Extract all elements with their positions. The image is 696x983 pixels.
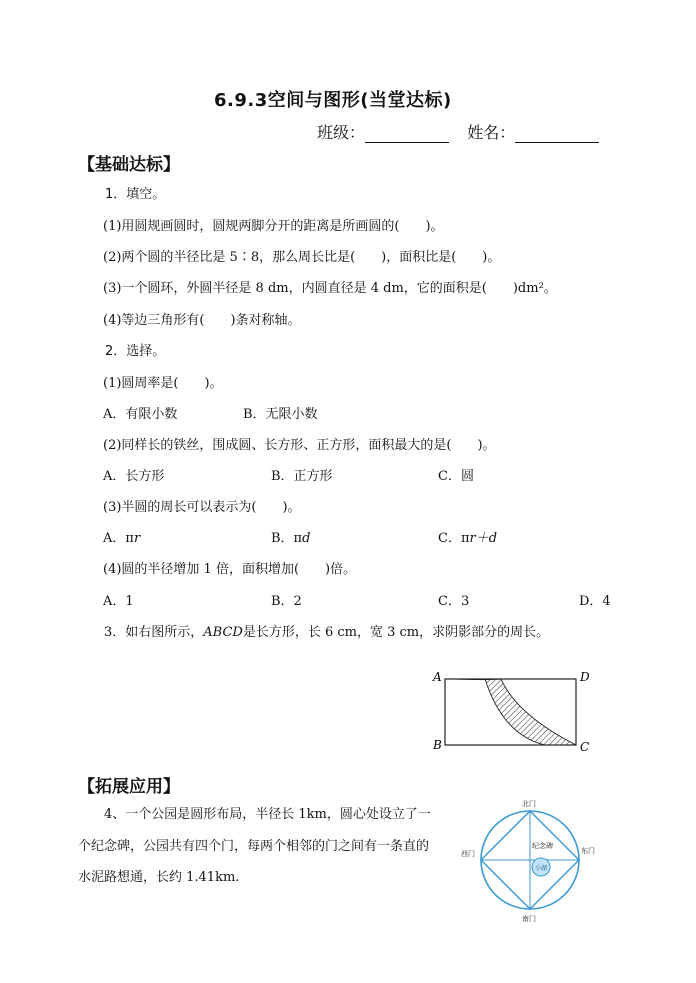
q2-sub4-option-b: B．2	[271, 594, 302, 609]
q4-line-3: 水泥路想通，长约 1.41km.	[78, 870, 240, 885]
q4-line-1: 4、一个公园是圆形布局，半径长 1km，圆心处设立了一	[104, 807, 431, 822]
q2-sub1-option-b: B．无限小数	[243, 407, 318, 422]
q2-sub4-option-d: D．4	[579, 594, 611, 609]
q2-sub3-option-c: C．πr＋d	[438, 531, 498, 546]
class-name-row	[317, 120, 599, 143]
class-label: 班级：	[317, 123, 366, 142]
q2-sub2-option-b: B．正方形	[271, 469, 333, 484]
q2-sub4-stem: (4)圆的半径增加 1 倍，面积增加( )倍。	[103, 562, 357, 577]
monument-label: 纪念碑	[532, 842, 553, 850]
name-blank[interactable]	[515, 126, 599, 143]
lake-label: 小湖	[535, 865, 548, 872]
q2-sub3-stem: (3)半圆的周长可以表示为( )。	[103, 500, 301, 515]
vertex-a: A	[433, 670, 442, 684]
q4-line-2: 个纪念碑，公园共有四个门，每两个相邻的门之间有一条直的	[78, 839, 430, 854]
north-gate-label: 北门	[522, 800, 536, 808]
q2-sub3-option-a: A．πr	[103, 531, 141, 546]
vertex-b: B	[433, 738, 442, 752]
q1-item-1: (1)用圆规画圆时，圆规两脚分开的距离是所画圆的( )。	[103, 219, 444, 234]
q1-label: 1．填空。	[105, 187, 166, 202]
q2-sub2-option-c: C．圆	[438, 469, 474, 484]
page-title: 6.9.3空间与图形(当堂达标)	[214, 90, 452, 111]
q2-sub3-option-b: B．πd	[271, 531, 311, 546]
q2-sub4-option-c: C．3	[438, 594, 470, 609]
q1-item-4: (4)等边三角形有( )条对称轴。	[103, 313, 301, 328]
name-label: 姓名：	[467, 123, 516, 142]
q2-sub2-stem: (2)同样长的铁丝，围成圆、长方形、正方形，面积最大的是( )。	[103, 438, 496, 453]
section-extension-heading: 【拓展应用】	[78, 777, 180, 797]
south-gate-label: 南门	[522, 915, 536, 923]
east-gate-label: 东门	[581, 847, 595, 855]
q2-sub4-option-a: A．1	[103, 594, 134, 609]
q2-sub1-option-a: A．有限小数	[103, 407, 178, 422]
park-figure	[455, 795, 605, 925]
rectangle-shaded-figure	[425, 665, 600, 757]
q2-label: 2．选择。	[105, 344, 166, 359]
class-blank[interactable]	[365, 126, 449, 143]
vertex-d: D	[580, 670, 590, 684]
q3-text: 3．如右图所示，ABCD是长方形，长 6 cm，宽 3 cm，求阴影部分的周长。	[104, 625, 550, 640]
section-basic-heading: 【基础达标】	[78, 155, 180, 175]
q1-item-2: (2)两个圆的半径比是 5∶8，那么周长比是( )，面积比是( )。	[103, 250, 501, 265]
q1-item-3: (3)一个圆环，外圆半径是 8 dm，内圆直径是 4 dm，它的面积是( )dm²。	[103, 281, 557, 296]
west-gate-label: 西门	[461, 850, 475, 858]
q2-sub2-option-a: A．长方形	[103, 469, 165, 484]
q2-sub1-stem: (1)圆周率是( )。	[103, 376, 223, 391]
vertex-c: C	[580, 740, 590, 754]
shaded-region	[455, 679, 576, 745]
